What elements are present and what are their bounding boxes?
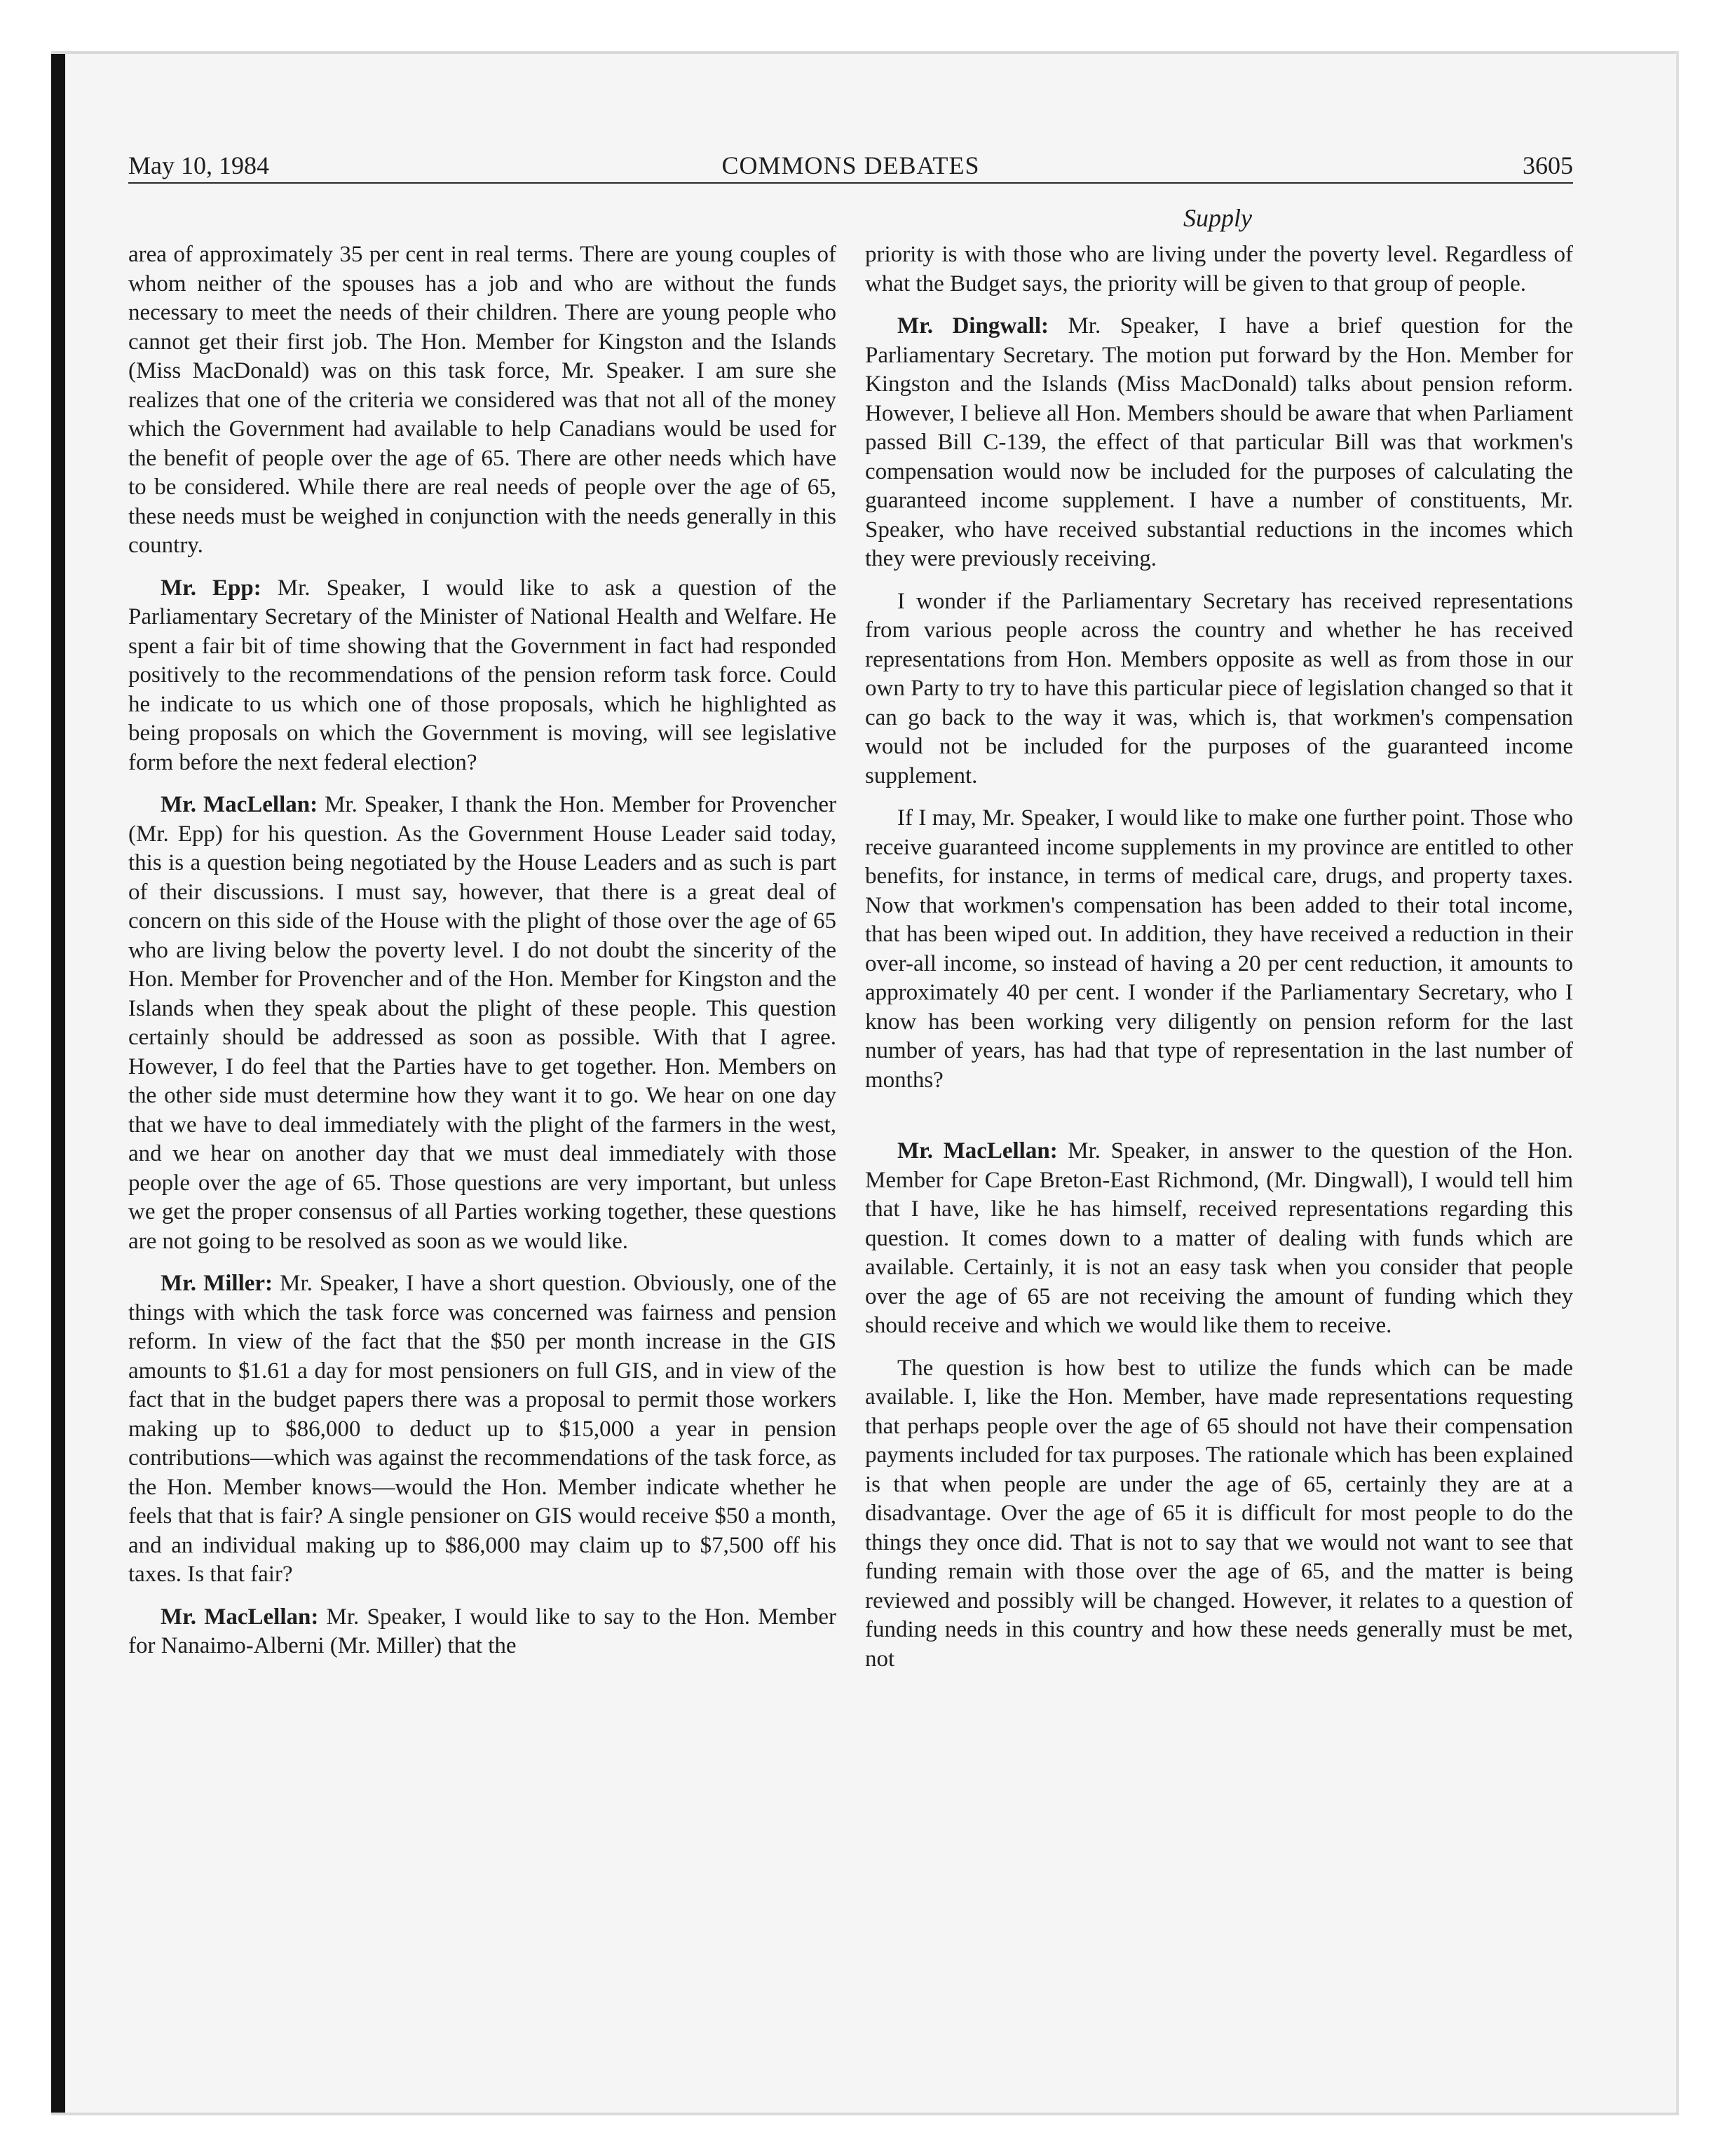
paragraph [128, 1269, 836, 1590]
speaker-name: Mr. MacLellan: [161, 792, 318, 817]
scan-border-bottom [51, 2113, 1679, 2115]
paragraph: priority is with those who are living under the poverty level. Regardless of what the Budget says, the priority will be given to that group of people. [865, 242, 1573, 296]
header-page-number: 3605 [1523, 151, 1573, 179]
paragraph: I wonder if the Parliamentary Secretary has received representations from various people across the country and whether he has received representations from Hon. Members opposite as well as from those in our own Party to try to have this particular piece of legislation changed so that it can go back to the way it was, which is, that workmen's compensation would not be included for the purposes of the guaranteed income supplement. [865, 588, 1573, 789]
paragraph [865, 1137, 1573, 1341]
header-date: May 10, 1984 [128, 151, 269, 179]
left-column [128, 240, 836, 1661]
paragraph [128, 1603, 836, 1661]
scan-border [51, 51, 65, 2115]
scan-border-right [1676, 51, 1679, 2115]
speech-text: Mr. Speaker, I would like to ask a question of the Parliamentary Secretary of the Minister of National Health and Welfare. He spent a fair bit of time showing that the Government in fact had responded positively to the recommendations of the pension reform task force. Could he indicate to us which one of those proposals, which he highlighted as being proposals on which the Government is moving, will see legislative form before the next federal election? [128, 575, 836, 775]
page-header [128, 149, 1573, 182]
running-head: Supply [1183, 204, 1252, 232]
speaker-name: Mr. MacLellan: [897, 1138, 1058, 1164]
speaker-name: Mr. Miller: [161, 1271, 273, 1296]
speech-text: Mr. Speaker, I have a short question. Obviously, one of the things with which the task force was concerned was fairness and pension reform. In view of the fact that the $50 per month increase in the GIS amounts to $1.61 a day for most pensioners on full GIS, and in view of the fact that in the budget papers there was a proposal to permit those workers making up to $86,000 to deduct up to $15,000 a year in pension contributions—which was against the recommendations of the task force, as the Hon. Member knows—would the Hon. Member indicate whether he feels that that is fair? A single pensioner on GIS would receive $50 a month, and an individual making up to $86,000 may claim up to $7,500 off his taxes. Is that fair? [128, 1271, 836, 1587]
paragraph [865, 312, 1573, 574]
speaker-name: Mr. Epp: [161, 575, 261, 601]
speech-text: Mr. Speaker, I have a brief question for the Parliamentary Secretary. The motion put forward by the Hon. Member for Kingston and the Islands (Miss MacDonald) talks about pension reform. However, I believe all Hon. Members should be aware that when Parliament passed Bill C-139, the effect of that particular Bill was that workmen's compensation would now be included for the purposes of calculating the guaranteed income supplement. I have a number of constituents, Mr. Speaker, who have received substantial reductions in the incomes which they were previously receiving. [865, 313, 1573, 571]
right-column [865, 240, 1573, 1674]
speech-text: Mr. Speaker, in answer to the question of the Hon. Member for Cape Breton-East Richmond, (Mr. Dingwall), I would tell him that I have, like he has himself, received representations regarding this question. It comes down to a matter of dealing with funds which are available. Certainly, it is not an easy task when you consider that people over the age of 65 are not receiving the amount of funding which they should receive and which we would like them to receive. [865, 1138, 1573, 1338]
speaker-name: Mr. Dingwall: [897, 313, 1049, 339]
paragraph [128, 574, 836, 778]
speech-text: Mr. Speaker, I thank the Hon. Member for Provencher (Mr. Epp) for his question. As the Government House Leader said today, this is a question being negotiated by the House Leaders and as such is part of their discussions. I must say, however, that there is a great deal of concern on this side of the House with the plight of those over the age of 65 who are living below the poverty level. I do not doubt the sincerity of the Hon. Member for Provencher and of the Hon. Member for Kingston and the Islands when they speak about the plight of these people. This question certainly should be addressed as soon as possible. With that I agree. However, I do feel that the Parties have to get together. Hon. Members on the other side must determine how they want it to go. We hear on one day that we have to deal immediately with the plight of the farmers in the west, and we hear on another day that we must deal immediately with those people over the age of 65. Those questions are very important, but unless we get the proper consensus of all Parties working together, these questions are not going to be resolved as soon as we would like. [128, 792, 836, 1254]
paragraph: If I may, Mr. Speaker, I would like to make one further point. Those who receive guaranteed income supplements in my province are entitled to other benefits, for instance, in terms of medical care, drugs, and property taxes. Now that workmen's compensation has been added to their total income, that has been wiped out. In addition, they have received a reduction in their over-all income, so instead of having a 20 per cent reduction, it amounts to approximately 40 per cent. I wonder if the Parliamentary Secretary, who I know has been working very diligently on pension reform for the last number of years, has had that type of representation in the last number of months? [865, 805, 1573, 1093]
paragraph: area of approximately 35 per cent in real terms. There are young couples of whom neither of the spouses has a job and who are without the funds necessary to meet the needs of their children. There are young people who cannot get their first job. The Hon. Member for Kingston and the Islands (Miss MacDonald) was on this task force, Mr. Speaker. I am sure she realizes that one of the criteria we considered was that not all of the money which the Government had available to help Canadians would be used for the benefit of people over the age of 65. There are other needs which have to be considered. While there are real needs of people over the age of 65, these needs must be weighed in conjunction with the needs generally in this country. [128, 242, 836, 558]
speech-text: Mr. Speaker, I would like to say to the Hon. Member for Nanaimo-Alberni (Mr. Miller) that the [128, 1604, 836, 1658]
speaker-name: Mr. MacLellan: [161, 1604, 319, 1630]
paragraph [128, 791, 836, 1256]
paragraph: The question is how best to utilize the funds which can be made available. I, like the Hon. Member, have made representations requesting that perhaps people over the age of 65 should not have their compensation payments included for tax purposes. The rationale which has been explained is that when people are under the age of 65, certainly they are at a disadvantage. Over the age of 65 it is difficult for most people to do the things they once did. That is not to say that we would not want to see that funding remain with those over the age of 65, and the matter is being reviewed and possibly will be changed. However, it relates to a question of funding needs in this country and how these needs generally must be met, not [865, 1355, 1573, 1672]
header-publication: COMMONS DEBATES [721, 151, 980, 179]
header-rule [128, 182, 1573, 184]
